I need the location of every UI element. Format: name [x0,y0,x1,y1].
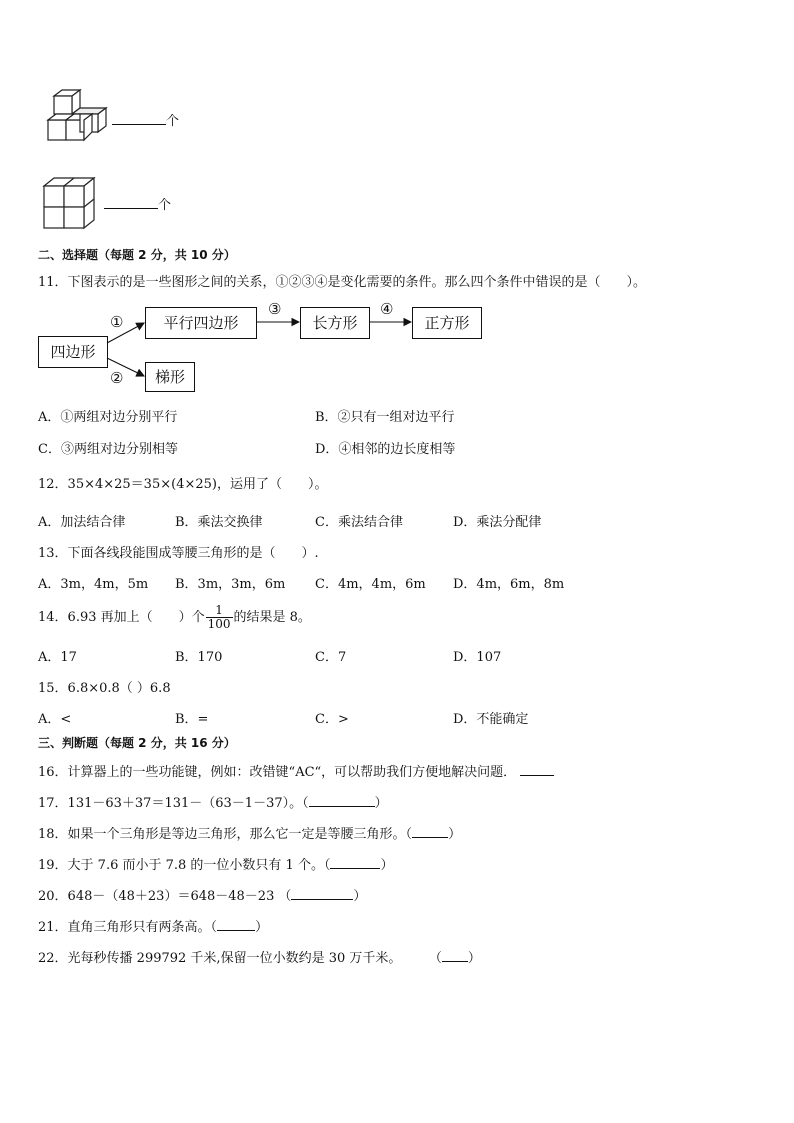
condition-1-label: ① [110,313,124,331]
judge-item-19: 19．大于 7.6 而小于 7.8 的一位小数只有 1 个。（ ） [38,858,394,873]
box-quadrilateral: 四边形 [38,336,108,368]
condition-3-label: ③ [268,300,282,318]
diagram-arrows [0,0,794,420]
q12-option-b[interactable]: B．乘法交换律 [175,515,263,530]
q14-option-a[interactable]: A．17 [38,650,77,665]
judge-item-20: 20．648－（48＋23）＝648－48－23 （ ） [38,889,367,904]
q13-option-d[interactable]: D．4m，6m，8m [453,577,565,592]
q12-option-c[interactable]: C．乘法结合律 [315,515,403,530]
q11-option-d[interactable]: D．④相邻的边长度相等 [315,442,456,457]
judge-item-21: 21．直角三角形只有两条高。（ ） [38,920,269,935]
answer-blank[interactable] [520,763,554,776]
q11-option-a[interactable]: A．①两组对边分别平行 [38,410,178,425]
box-square: 正方形 [412,307,482,339]
section-title-choice: 二、选择题（每题 2 分，共 10 分） [38,248,236,262]
q13-option-a[interactable]: A．3m，4m，5m [38,577,149,592]
q15-option-b[interactable]: B．= [175,712,209,727]
q15-option-a[interactable]: A．< [38,712,72,727]
blank-answer-1[interactable]: 个 [112,110,179,129]
answer-blank[interactable] [442,949,468,962]
q14-option-b[interactable]: B．170 [175,650,223,665]
blank-answer-2[interactable]: 个 [104,194,171,213]
q11-option-c[interactable]: C．③两组对边分别相等 [38,442,178,457]
answer-blank[interactable] [217,918,255,931]
question-12: 12．35×4×25＝35×(4×25)，运用了（ ）。 [38,477,328,492]
question-15: 15．6.8×0.8（ ）6.8 [38,681,171,696]
judge-item-18: 18．如果一个三角形是等边三角形，那么它一定是等腰三角形。（ ） [38,827,462,842]
question-13: 13．下面各线段能围成等腰三角形的是（ ）. [38,546,319,561]
q11-option-b[interactable]: B．②只有一组对边平行 [315,410,455,425]
question-11: 11．下图表示的是一些图形之间的关系，①②③④是变化需要的条件。那么四个条件中错误的是（ ）。 [38,275,647,290]
answer-blank[interactable] [330,856,380,869]
q14-option-d[interactable]: D．107 [453,650,502,665]
condition-4-label: ④ [380,300,394,318]
q12-option-a[interactable]: A．加法结合律 [38,515,126,530]
question-14: 14．6.93 再加上（ ）个 $\frac{1}{100}$ 的结果是 8。 [38,603,311,631]
q13-option-c[interactable]: C．4m，4m，6m [315,577,426,592]
q14-option-c[interactable]: C．7 [315,650,347,665]
box-parallelogram: 平行四边形 [145,307,257,339]
q15-option-d[interactable]: D．不能确定 [453,712,529,727]
answer-blank[interactable] [291,887,353,900]
box-trapezoid: 梯形 [145,362,195,392]
section-title-judge: 三、判断题（每题 2 分，共 16 分） [38,736,236,750]
judge-item-22: 22．光每秒传播 299792 千米,保留一位小数约是 30 万千米。 （ ） [38,951,481,966]
judge-item-17: 17．131－63＋37＝131－（63－1－37）。（ ） [38,796,388,811]
box-rectangle: 长方形 [300,307,370,339]
answer-blank[interactable] [412,825,448,838]
condition-2-label: ② [110,369,124,387]
q12-option-d[interactable]: D．乘法分配律 [453,515,542,530]
q13-option-b[interactable]: B．3m，3m，6m [175,577,286,592]
judge-item-16: 16．计算器上的一些功能键，例如：改错键“AC“，可以帮助我们方便地解决问题． [38,761,554,780]
answer-blank[interactable] [309,794,375,807]
q15-option-c[interactable]: C．> [315,712,349,727]
fraction-one-hundredth: $\frac{1}{100}$ [207,603,231,631]
